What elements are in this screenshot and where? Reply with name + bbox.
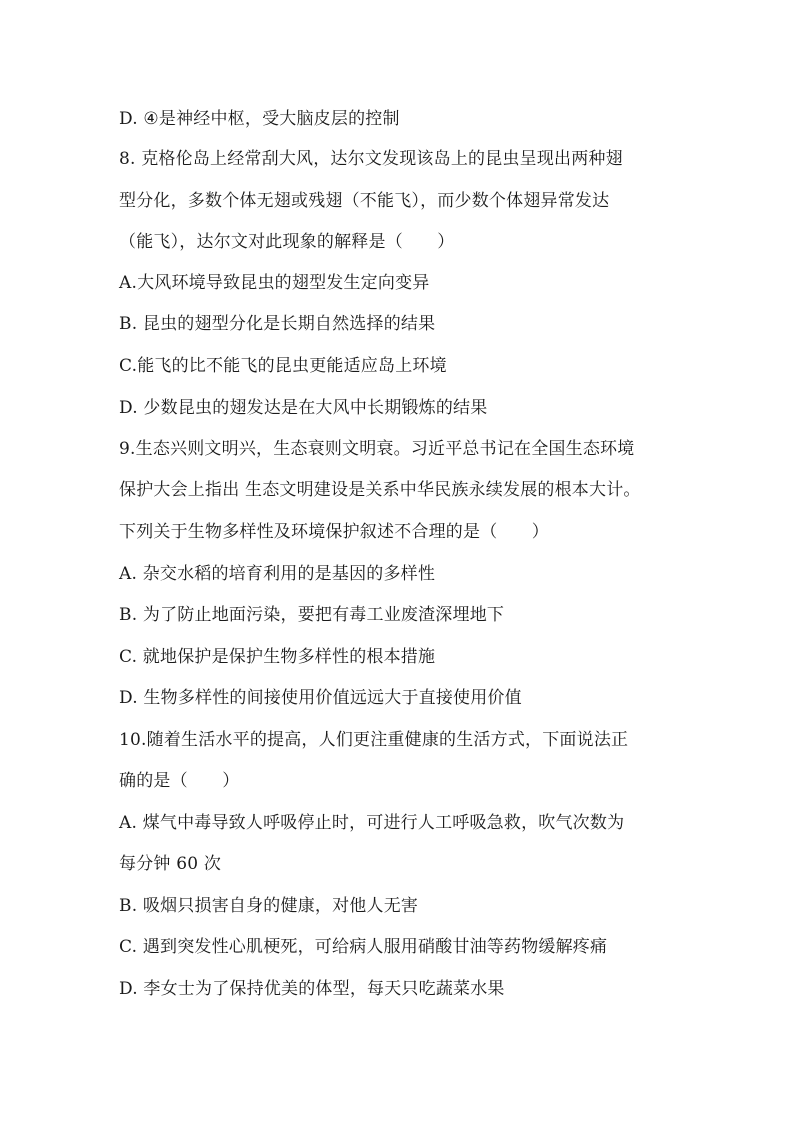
- q10-stem-line-2: 确的是（ ）: [119, 771, 240, 791]
- q9-option-d: D. 生物多样性的间接使用价值远远大于直接使用价值: [119, 688, 522, 708]
- q10-stem-line-1: 10.随着生活水平的提高，人们更注重健康的生活方式，下面说法正: [119, 730, 629, 750]
- q8-stem-line-1: 8. 克格伦岛上经常刮大风，达尔文发现该岛上的昆虫呈现出两种翅: [119, 149, 623, 169]
- q10-option-d: D. 李女士为了保持优美的体型，每天只吃蔬菜水果: [119, 979, 505, 999]
- q9-option-b: B. 为了防止地面污染，要把有毒工业废渣深埋地下: [119, 605, 505, 625]
- q10-option-a-line-2: 每分钟 60 次: [119, 854, 222, 874]
- q9-option-c: C. 就地保护是保护生物多样性的根本措施: [119, 647, 436, 667]
- q9-stem-line-2: 保护大会上指出 生态文明建设是关系中华民族永续发展的根本大计。: [119, 480, 641, 500]
- q8-option-c: C.能飞的比不能飞的昆虫更能适应岛上环境: [119, 356, 447, 376]
- q8-option-a: A.大风环境导致昆虫的翅型发生定向变异: [119, 273, 430, 293]
- q9-option-a: A. 杂交水稻的培育利用的是基因的多样性: [119, 564, 436, 584]
- q8-stem-line-3: （能飞），达尔文对此现象的解释是（ ）: [119, 232, 455, 252]
- q8-stem-line-2: 型分化，多数个体无翅或残翅（不能飞），而少数个体翅异常发达: [119, 191, 610, 211]
- q8-option-d: D. 少数昆虫的翅发达是在大风中长期锻炼的结果: [119, 398, 488, 418]
- q10-option-c: C. 遇到突发性心肌梗死，可给病人服用硝酸甘油等药物缓解疼痛: [119, 937, 608, 957]
- q7-option-d: D. ④是神经中枢，受大脑皮层的控制: [119, 109, 400, 129]
- q10-option-a-line-1: A. 煤气中毒导致人呼吸停止时，可进行人工呼吸急救，吹气次数为: [119, 813, 625, 833]
- q9-stem-line-1: 9.生态兴则文明兴，生态衰则文明衰。习近平总书记在全国生态环境: [119, 439, 635, 459]
- q8-option-b: B. 昆虫的翅型分化是长期自然选择的结果: [119, 314, 436, 334]
- q10-option-b: B. 吸烟只损害自身的健康，对他人无害: [119, 896, 419, 916]
- q9-stem-line-3: 下列关于生物多样性及环境保护叙述不合理的是（ ）: [119, 522, 549, 542]
